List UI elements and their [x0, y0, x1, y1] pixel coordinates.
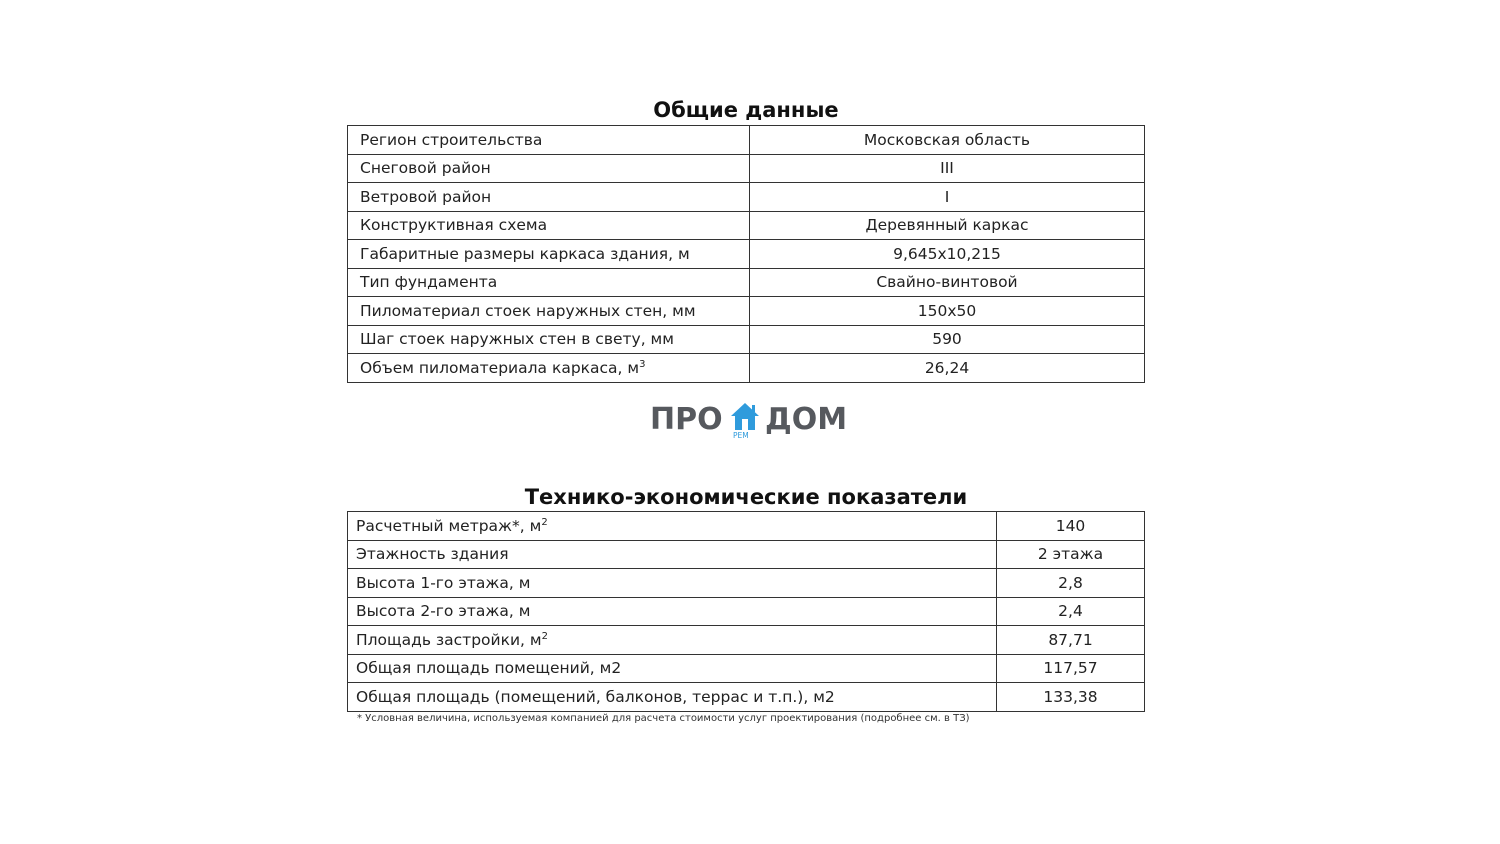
unit-superscript: 2	[541, 516, 548, 528]
row-value: 590	[750, 325, 1145, 354]
table-row	[348, 683, 1145, 712]
row-value: 117,57	[997, 654, 1145, 683]
table-row	[348, 325, 1145, 354]
row-value: 2,4	[997, 597, 1145, 626]
table-row	[348, 297, 1145, 326]
table-row	[348, 512, 1145, 541]
table-row	[348, 126, 1145, 155]
row-label: Высота 1-го этажа, м	[348, 569, 997, 598]
row-label: Габаритные размеры каркаса здания, м	[348, 240, 750, 269]
row-value: 150x50	[750, 297, 1145, 326]
row-label-cell	[348, 512, 997, 541]
row-label: Регион строительства	[348, 126, 750, 155]
row-value: Московская область	[750, 126, 1145, 155]
row-value: 26,24	[750, 354, 1145, 383]
row-value: 87,71	[997, 626, 1145, 655]
house-icon	[730, 402, 760, 432]
table-row	[348, 240, 1145, 269]
row-label: Этажность здания	[348, 540, 997, 569]
table-row	[348, 354, 1145, 383]
row-label: Снеговой район	[348, 154, 750, 183]
general-data-table	[347, 125, 1145, 383]
row-label: Расчетный метраж*, м	[356, 516, 542, 535]
footnote: * Условная величина, используемая компанией для расчета стоимости услуг проектирования (подробнее см. в ТЗ)	[357, 713, 970, 724]
row-value: 2,8	[997, 569, 1145, 598]
row-label: Пиломатериал стоек наружных стен, мм	[348, 297, 750, 326]
logo-word-right: ДОМ	[765, 402, 848, 437]
table-row	[348, 211, 1145, 240]
row-label: Шаг стоек наружных стен в свету, мм	[348, 325, 750, 354]
general-data-title: Общие данные	[653, 98, 839, 122]
row-label: Тип фундамента	[348, 268, 750, 297]
logo-sub-label: РЕМ	[733, 431, 749, 440]
table-row	[348, 154, 1145, 183]
table-row	[348, 268, 1145, 297]
row-label: Площадь застройки, м	[356, 630, 542, 649]
table-row	[348, 540, 1145, 569]
row-label: Объем пиломатериала каркаса, м	[360, 358, 640, 377]
prodom-logo	[650, 398, 850, 444]
row-value: 2 этажа	[997, 540, 1145, 569]
tep-title: Технико-экономические показатели	[524, 485, 968, 509]
row-value: 9,645x10,215	[750, 240, 1145, 269]
row-label: Общая площадь (помещений, балконов, террас и т.п.), м2	[348, 683, 997, 712]
logo-word-left: ПРО	[650, 402, 723, 437]
row-label-cell	[348, 354, 750, 383]
table-row	[348, 654, 1145, 683]
row-label: Ветровой район	[348, 183, 750, 212]
tep-table	[347, 511, 1145, 712]
table-row	[348, 597, 1145, 626]
unit-superscript: 3	[639, 358, 646, 370]
table-row	[348, 569, 1145, 598]
row-label: Высота 2-го этажа, м	[348, 597, 997, 626]
row-value: III	[750, 154, 1145, 183]
row-value: 140	[997, 512, 1145, 541]
unit-superscript: 2	[541, 630, 548, 642]
row-value: Свайно-винтовой	[750, 268, 1145, 297]
row-value: I	[750, 183, 1145, 212]
row-label: Конструктивная схема	[348, 211, 750, 240]
table-row	[348, 183, 1145, 212]
row-label: Общая площадь помещений, м2	[348, 654, 997, 683]
table-row	[348, 626, 1145, 655]
row-value: 133,38	[997, 683, 1145, 712]
row-value: Деревянный каркас	[750, 211, 1145, 240]
row-label-cell	[348, 626, 997, 655]
